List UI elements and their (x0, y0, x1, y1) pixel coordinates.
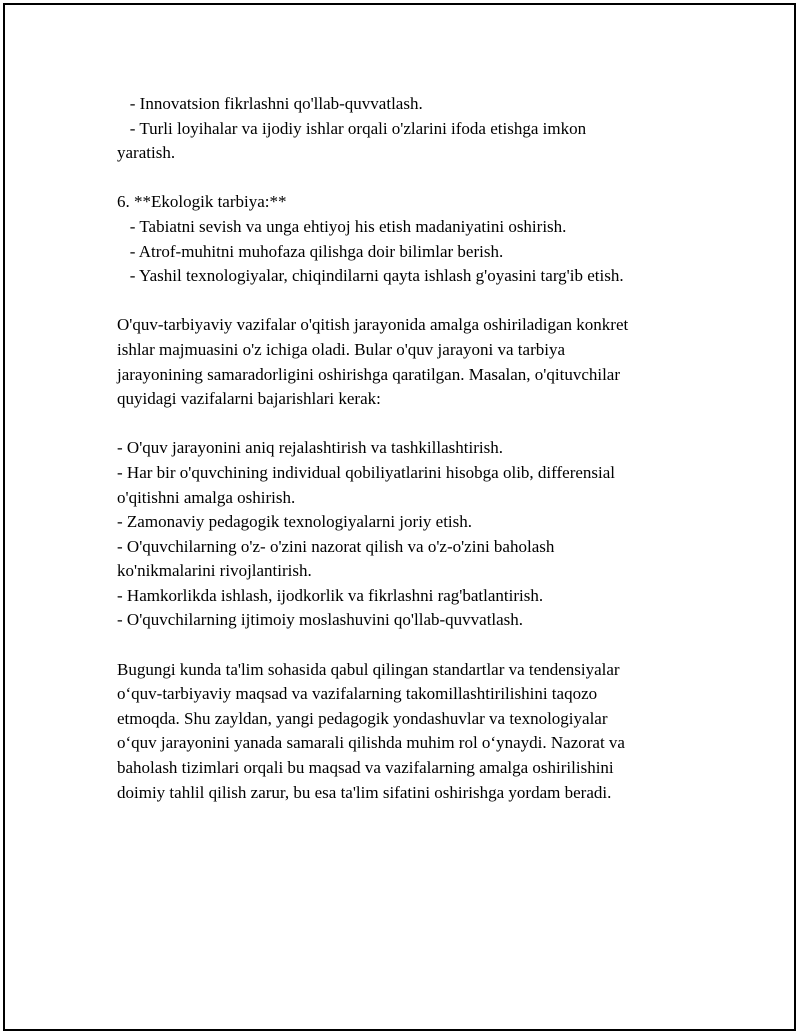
list-item: - O'quvchilarning ijtimoiy moslashuvini qo'llab-quvvatlash. (117, 610, 524, 630)
teacher-task-list (117, 436, 677, 633)
section-heading: 6. **Ekologik tarbiya:** (117, 192, 287, 212)
list-item: - Har bir o'quvchining individual qobiliyatlarini hisobga olib, differensial (117, 462, 616, 482)
paragraph-spacer (117, 166, 677, 191)
list-item-continuation: o'qitishni amalga oshirish. (117, 487, 296, 507)
paragraph-line: Bugungi kunda ta'lim sohasida qabul qilingan standartlar va tendensiyalar (117, 659, 620, 679)
paragraph-educational-tasks (117, 313, 677, 411)
list-item: - Tabiatni sevish va unga ehtiyoj his etish madaniyatini oshirish. (117, 216, 567, 236)
paragraph-line: o‘quv-tarbiyaviy maqsad va vazifalarning takomillashtirilishini taqozo (117, 684, 598, 704)
list-item: - O'quvchilarning o'z- o'zini nazorat qilish va o'z-o'zini baholash (117, 536, 555, 556)
document-body (117, 92, 677, 805)
list-item: - Zamonaviy pedagogik texnologiyalarni joriy etish. (117, 512, 473, 532)
paragraph-spacer (117, 412, 677, 437)
list-item: - Atrof-muhitni muhofaza qilishga doir bilimlar berish. (117, 241, 504, 261)
list-item-continuation: ko'nikmalarini rivojlantirish. (117, 561, 312, 581)
paragraph-line: quyidagi vazifalarni bajarishlari kerak: (117, 389, 381, 409)
list-item: - Turli loyihalar va ijodiy ishlar orqali o'zlarini ifoda etishga imkon (117, 118, 587, 138)
paragraph-line: etmoqda. Shu zayldan, yangi pedagogik yondashuvlar va texnologiyalar (117, 708, 608, 728)
section6-ecological-education (117, 190, 677, 288)
paragraph-line: baholash tizimlari orqali bu maqsad va vazifalarning amalga oshirilishini (117, 758, 614, 778)
paragraph-line: ishlar majmuasini o'z ichiga oladi. Bular o'quv jarayoni va tarbiya (117, 339, 566, 359)
list-item: - O'quv jarayonini aniq rejalashtirish va tashkillashtirish. (117, 438, 503, 458)
paragraph-line: doimiy tahlil qilish zarur, bu esa ta'lim sifatini oshirishga yordam beradi. (117, 782, 612, 802)
list-item: - Hamkorlikda ishlash, ijodkorlik va fikrlashni rag'batlantirish. (117, 585, 544, 605)
paragraph-spacer (117, 633, 677, 658)
paragraph-spacer (117, 289, 677, 314)
paragraph-line: O'quv-tarbiyaviy vazifalar o'qitish jarayonida amalga oshiriladigan konkret (117, 315, 629, 335)
list-item: - Yashil texnologiyalar, chiqindilarni qayta ishlash g'oyasini targ'ib etish. (117, 266, 624, 286)
list-item-continuation: yaratish. (117, 143, 176, 163)
paragraph-line: o‘quv jarayonini yanada samarali qilishda muhim rol o‘ynaydi. Nazorat va (117, 733, 625, 753)
list-item: - Innovatsion fikrlashni qo'llab-quvvatlash. (117, 94, 423, 113)
section5-tail (117, 92, 677, 166)
paragraph-conclusion (117, 658, 677, 806)
paragraph-line: jarayonining samaradorligini oshirishga qaratilgan. Masalan, o'qituvchilar (117, 364, 621, 384)
